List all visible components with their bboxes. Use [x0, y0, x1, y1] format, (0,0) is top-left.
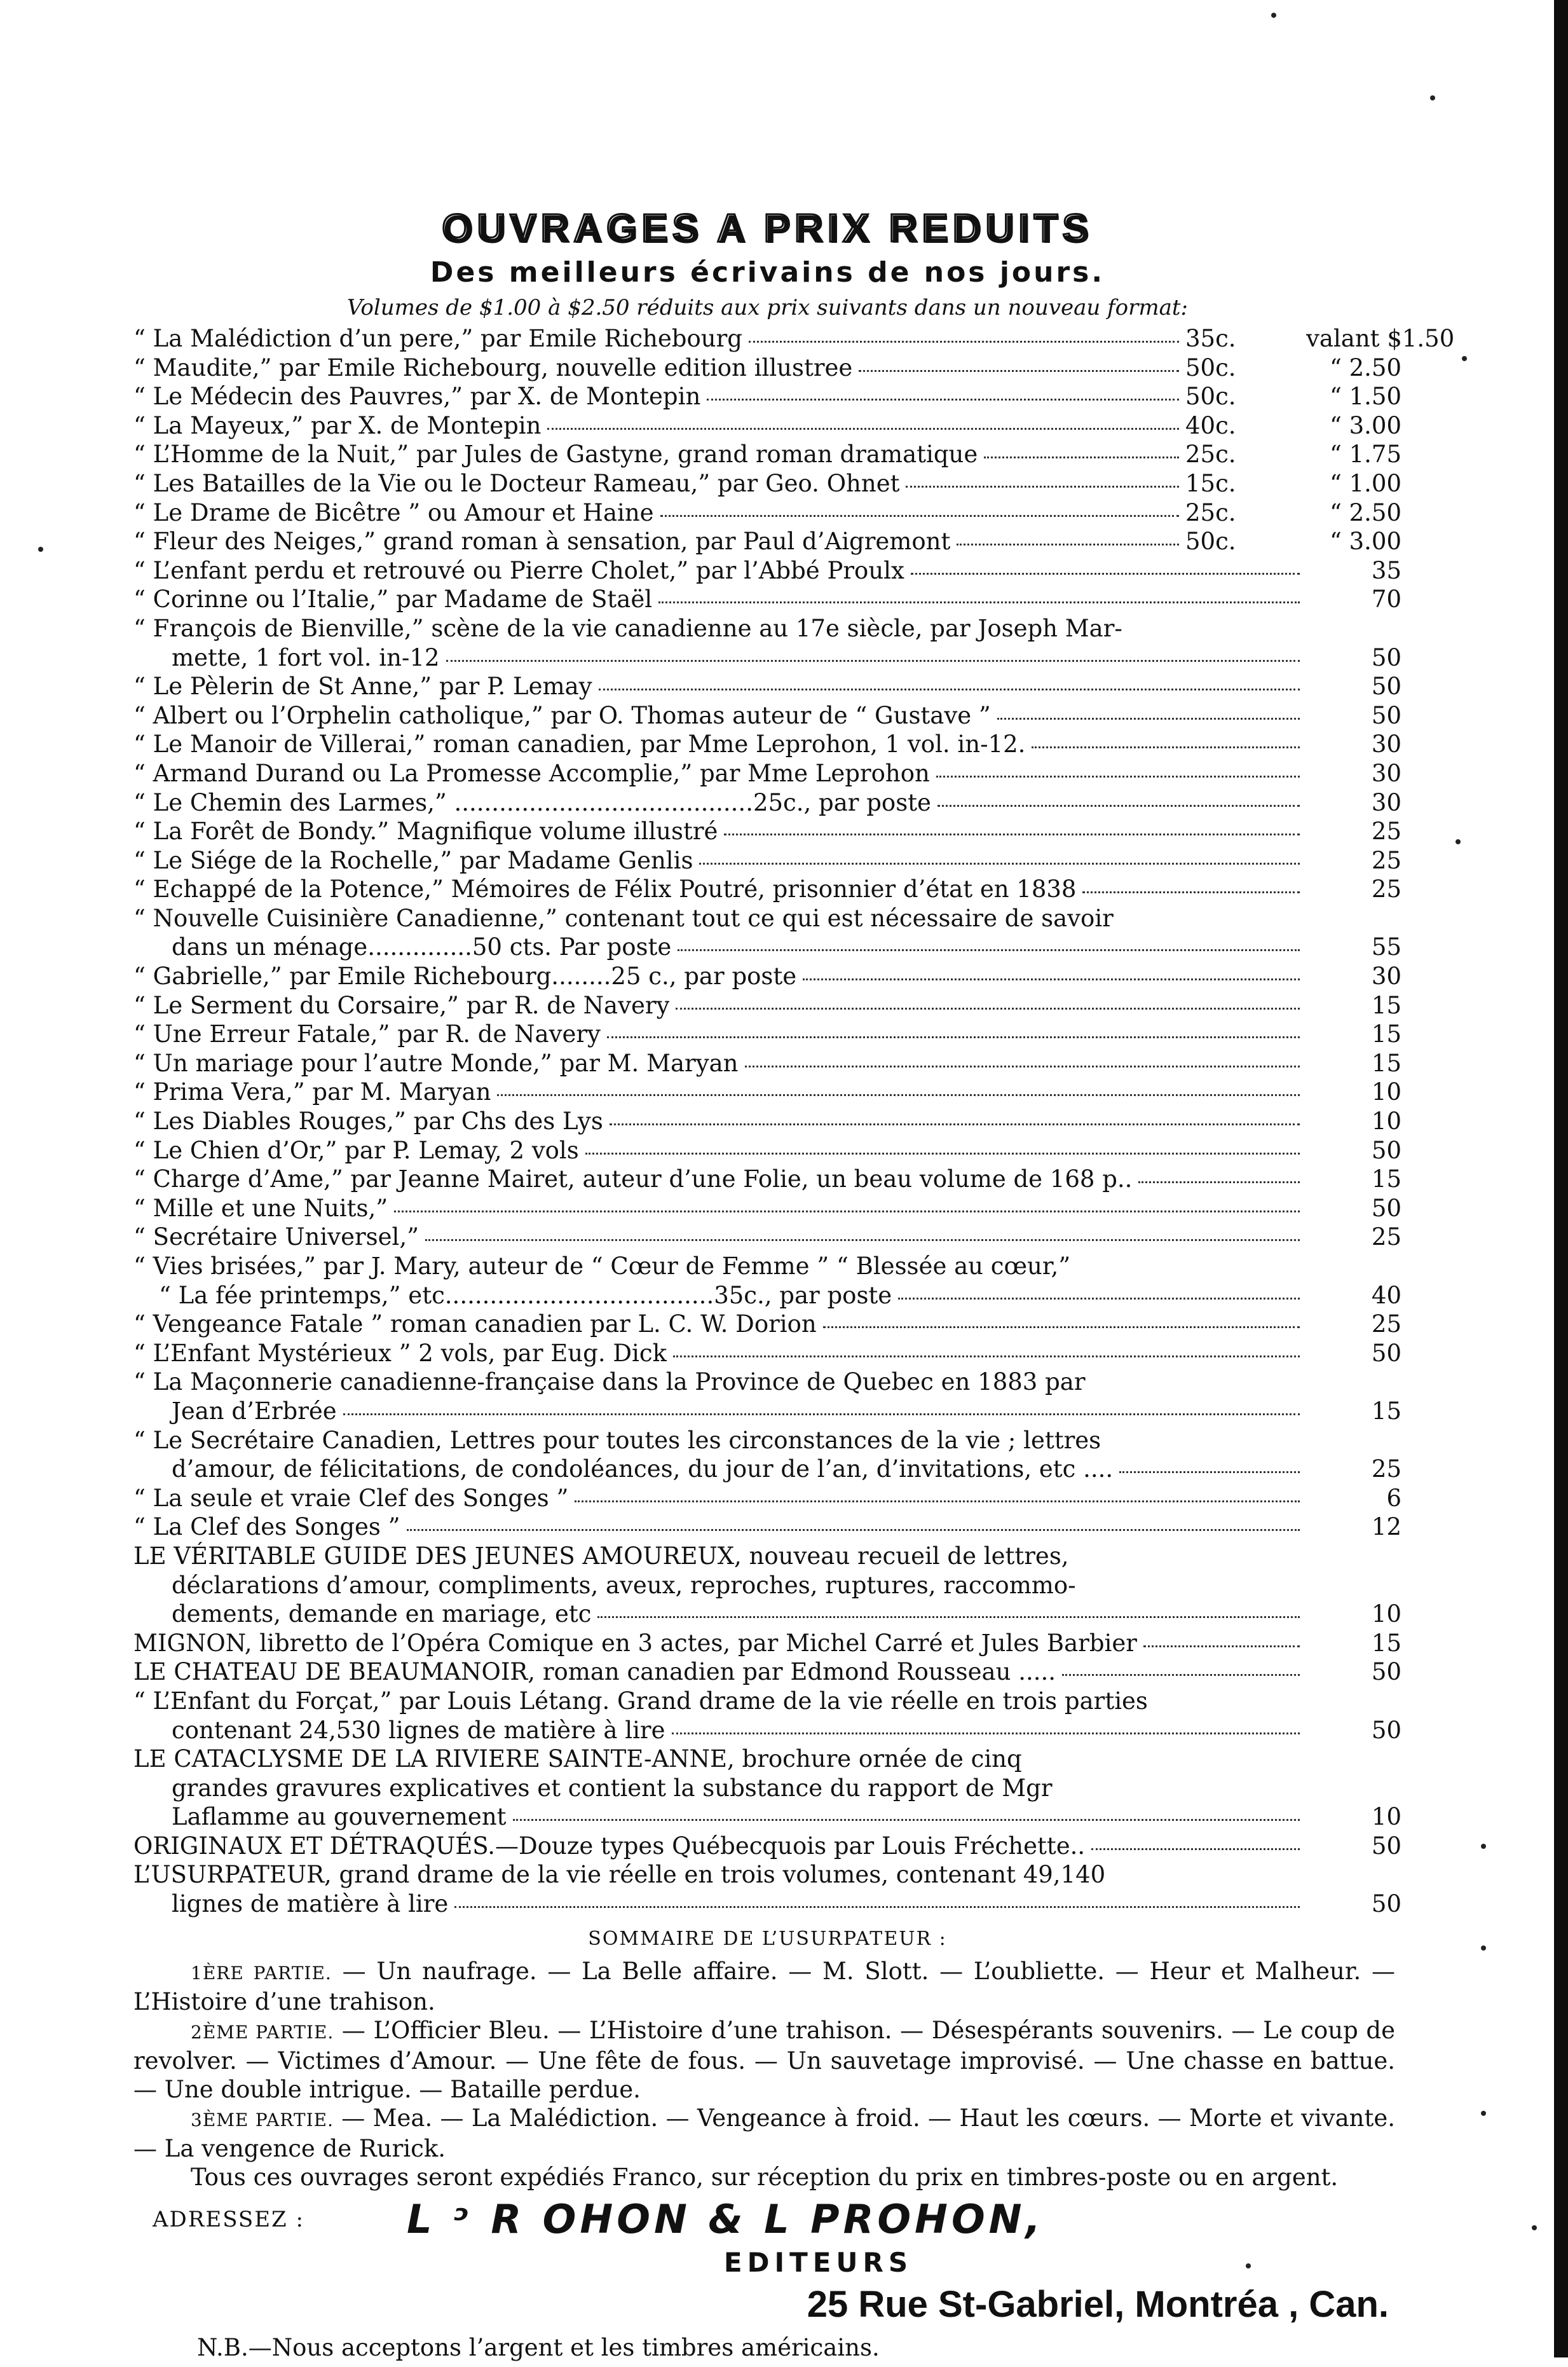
dot-leader — [547, 428, 1179, 430]
entry-title: “ Le Serment du Corsaire,” par R. de Navery — [133, 991, 670, 1019]
entry-price: 50 — [1371, 1716, 1401, 1744]
sommaire-title: SOMMAIRE DE L’USURPATEUR : — [588, 1927, 947, 1950]
nota-bene: N.B.—Nous acceptons l’argent et les timbres américains. — [197, 2333, 880, 2361]
entry-price: 50 — [1371, 643, 1401, 671]
entry-title: “ Corinne ou l’Italie,” par Madame de Staël — [133, 586, 653, 614]
catalogue-entry — [133, 1165, 1401, 1194]
entry-title: “ Un mariage pour l’autre Monde,” par M. Maryan — [133, 1049, 739, 1077]
publisher-address: 25 Rue St-Gabriel, Montréa , Can. — [807, 2283, 1389, 2325]
catalogue-entry — [133, 1049, 1401, 1078]
entry-price: 15 — [1371, 1020, 1401, 1048]
catalogue-entry — [133, 1339, 1401, 1368]
ink-speck — [38, 547, 43, 552]
entry-price: 50 — [1371, 701, 1401, 729]
catalogue-entry — [133, 1397, 1401, 1426]
entry-title: “ Le Chemin des Larmes,” ........................................25c., par poste — [133, 788, 931, 816]
address-label: ADRESSEZ : — [153, 2206, 304, 2232]
catalogue-entry-line — [133, 1252, 1401, 1281]
ink-speck — [1271, 13, 1276, 18]
entry-price: 50 — [1371, 1136, 1401, 1164]
dot-leader — [803, 978, 1300, 980]
publisher-name: L ᵓ R OHON & L PROHON, — [407, 2196, 1045, 2243]
entry-title: “ Le Secrétaire Canadien, Lettres pour toutes les circonstances de la vie ; lettres — [133, 1426, 1101, 1454]
dot-leader — [1062, 1674, 1300, 1676]
dot-leader — [749, 341, 1179, 343]
dot-leader — [676, 1008, 1300, 1010]
entry-price: 15 — [1371, 1397, 1401, 1425]
page-edge-border — [1554, 0, 1568, 2357]
entry-title: LE CATACLYSME DE LA RIVIERE SAINTE-ANNE, brochure ornée de cinq — [133, 1745, 1022, 1773]
entry-title: “ Les Diables Rouges,” par Chs des Lys — [133, 1108, 603, 1135]
entry-title: “ Armand Durand ou La Promesse Accomplie,” par Mme Leprohon — [133, 759, 930, 787]
dot-leader — [597, 1616, 1300, 1618]
price-entry — [133, 411, 1401, 441]
entry-price: 25 — [1371, 1310, 1401, 1338]
entry-title: “ Charge d’Ame,” par Jeanne Mairet, auteur d’une Folie, un beau volume de 168 p.. — [133, 1165, 1133, 1193]
entry-title: “ Maudite,” par Emile Richebourg, nouvelle edition illustree — [133, 353, 853, 381]
entry-title: “ La Maçonnerie canadienne-française dans la Province de Quebec en 1883 par — [133, 1368, 1086, 1396]
dot-leader — [898, 1298, 1300, 1300]
entry-price: 25 — [1371, 1455, 1401, 1483]
entry-price: 10 — [1371, 1803, 1401, 1831]
catalogue-entry-line — [133, 1774, 1401, 1803]
catalogue-list — [133, 556, 1401, 1919]
catalogue-entry — [133, 1078, 1401, 1107]
catalogue-entry — [133, 1310, 1401, 1339]
entry-title: “ Albert ou l’Orphelin catholique,” par O. Thomas auteur de “ Gustave ” — [133, 701, 991, 729]
dot-leader — [911, 573, 1300, 575]
catalogue-entry-line — [133, 614, 1401, 643]
entry-title: “ L’Enfant du Forçat,” par Louis Létang. Grand drame de la vie réelle en trois parties — [133, 1687, 1148, 1715]
dot-leader — [1091, 1848, 1300, 1850]
entry-price: 30 — [1371, 963, 1401, 991]
part-label: 1ÈRE PARTIE. — [191, 1962, 332, 1984]
entry-price: 15 — [1371, 1629, 1401, 1657]
entry-title: “ Vies brisées,” par J. Mary, auteur de “ Cœur de Femme ” “ Blessée au cœur,” — [133, 1252, 1071, 1280]
part-text: — Mea. — La Malédiction. — Vengeance à froid. — Haut les cœurs. — Morte et vivante. — La vengence de Rurick. — [133, 2104, 1395, 2162]
catalogue-entry — [133, 1629, 1401, 1658]
entry-original-price: “ 1.50 — [1329, 383, 1401, 411]
catalogue-entry — [133, 817, 1401, 846]
catalogue-entry — [133, 1890, 1401, 1919]
dot-leader — [1138, 1181, 1300, 1183]
entry-price: 12 — [1371, 1513, 1401, 1541]
catalogue-entry — [133, 788, 1401, 818]
dot-leader — [997, 718, 1300, 720]
entry-title: LE CHATEAU DE BEAUMANOIR, roman canadien par Edmond Rousseau ..... — [133, 1658, 1056, 1686]
catalogue-entry-line — [133, 1571, 1401, 1600]
catalogue-entry — [133, 1513, 1401, 1542]
entry-title: “ L’Enfant Mystérieux ” 2 vols, par Eug. Dick — [133, 1339, 667, 1367]
entry-title: “ Secrétaire Universel,” — [133, 1223, 419, 1251]
dot-leader — [1119, 1471, 1300, 1473]
entry-title: grandes gravures explicatives et contient la substance du rapport de Mgr — [172, 1774, 1053, 1802]
entry-price: 50c. — [1185, 528, 1236, 556]
address-row — [133, 2194, 1401, 2245]
entry-price: 25 — [1371, 1223, 1401, 1251]
catalogue-entry-line — [133, 1542, 1401, 1571]
ink-speck — [1532, 2225, 1537, 2230]
catalogue-entry — [133, 556, 1401, 586]
entry-title: “ Le Chien d’Or,” par P. Lemay, 2 vols — [133, 1136, 579, 1164]
entry-title: “ Le Manoir de Villerai,” roman canadien, par Mme Leprohon, 1 vol. in-12. — [133, 731, 1026, 758]
dot-leader — [984, 456, 1179, 458]
entry-price: 30 — [1371, 731, 1401, 758]
dot-leader — [610, 1123, 1300, 1125]
entry-price: 25 — [1371, 818, 1401, 846]
entry-title: “ La Mayeux,” par X. de Montepin — [133, 411, 542, 439]
dot-leader — [599, 689, 1300, 690]
entry-title: “ Le Siége de la Rochelle,” par Madame Genlis — [133, 846, 693, 874]
dot-leader — [937, 805, 1300, 807]
dot-leader — [1082, 891, 1300, 893]
entry-title: “ Fleur des Neiges,” grand roman à sensation, par Paul d’Aigremont — [133, 528, 951, 556]
entry-title: “ Gabrielle,” par Emile Richebourg........25 c., par poste — [133, 963, 797, 991]
entry-price: 50 — [1371, 1832, 1401, 1860]
intro-line: Volumes de $1.00 à $2.50 réduits aux prix suivants dans un nouveau format: — [346, 295, 1188, 320]
price-entry — [133, 440, 1401, 469]
ink-speck — [1456, 839, 1461, 844]
entry-title: dans un ménage..............50 cts. Par poste — [172, 933, 672, 961]
entry-price: 30 — [1371, 759, 1401, 787]
entry-title: “ La Malédiction d’un pere,” par Emile Richebourg — [133, 325, 742, 352]
dot-leader — [724, 834, 1300, 835]
price-entry — [133, 382, 1401, 411]
entry-title: “ La Clef des Songes ” — [133, 1513, 400, 1541]
entry-title: LE VÉRITABLE GUIDE DES JEUNES AMOUREUX, nouveau recueil de lettres, — [133, 1542, 1069, 1570]
entry-title: “ La Forêt de Bondy.” Magnifique volume illustré — [133, 818, 718, 846]
dot-leader — [607, 1036, 1300, 1038]
entry-price: 15 — [1371, 991, 1401, 1019]
catalogue-entry-line — [133, 1426, 1401, 1455]
dot-leader — [446, 660, 1300, 662]
entry-title: “ Mille et une Nuits,” — [133, 1194, 388, 1222]
catalogue-entry — [133, 875, 1401, 904]
publisher-role: EDITEURS — [723, 2246, 913, 2278]
entry-title: “ Vengeance Fatale ” roman canadien par L. C. W. Dorion — [133, 1310, 817, 1338]
entry-title: “ Nouvelle Cuisinière Canadienne,” contenant tout ce qui est nécessaire de savoir — [133, 904, 1114, 932]
price-entry — [133, 324, 1455, 353]
entry-title: L’USURPATEUR, grand drame de la vie réelle en trois volumes, contenant 49,140 — [133, 1861, 1106, 1889]
catalogue-entry — [133, 962, 1401, 991]
dot-leader — [658, 601, 1300, 603]
entry-price: 6 — [1386, 1484, 1401, 1512]
dot-leader — [1143, 1645, 1300, 1647]
entry-price: 50 — [1371, 1194, 1401, 1222]
dot-leader — [678, 949, 1300, 951]
dot-leader — [823, 1326, 1300, 1328]
catalogue-entry — [133, 1802, 1401, 1832]
dot-leader — [859, 370, 1179, 372]
dot-leader — [407, 1529, 1300, 1531]
document-page — [133, 191, 1455, 2367]
sommaire-part — [133, 1957, 1401, 2016]
catalogue-entry-line — [133, 1687, 1401, 1716]
catalogue-entry — [133, 1600, 1401, 1629]
entry-price: 10 — [1371, 1108, 1401, 1135]
entry-price: 40c. — [1185, 411, 1236, 439]
entry-title: “ Le Médecin des Pauvres,” par X. de Montepin — [133, 383, 701, 411]
reduced-price-list — [133, 324, 1455, 556]
entry-title: dements, demande en mariage, etc — [172, 1600, 592, 1628]
entry-title: “ Echappé de la Potence,” Mémoires de Félix Poutré, prisonnier d’état en 1838 — [133, 875, 1077, 903]
entry-price: 25 — [1371, 846, 1401, 874]
catalogue-entry — [133, 1832, 1401, 1861]
entry-title: d’amour, de félicitations, de condoléances, du jour de l’an, d’invitations, etc .... — [172, 1455, 1114, 1483]
ink-speck — [1481, 2111, 1486, 2116]
entry-title: “ Prima Vera,” par M. Maryan — [133, 1078, 491, 1106]
catalogue-entry — [133, 701, 1401, 731]
entry-title: “ La seule et vraie Clef des Songes ” — [133, 1484, 569, 1512]
dot-leader — [672, 1732, 1300, 1734]
entry-price: 70 — [1371, 586, 1401, 614]
dot-leader — [936, 776, 1300, 778]
entry-price: 50 — [1371, 1890, 1401, 1918]
catalogue-entry — [133, 730, 1401, 759]
entry-title: Laflamme au gouvernement — [172, 1803, 507, 1831]
entry-title: “ L’Homme de la Nuit,” par Jules de Gastyne, grand roman dramatique — [133, 441, 978, 469]
dot-leader — [745, 1066, 1300, 1067]
entry-price: 30 — [1371, 788, 1401, 816]
entry-price: 15 — [1371, 1165, 1401, 1193]
entry-original-price: “ 2.50 — [1329, 353, 1401, 381]
dot-leader — [513, 1819, 1300, 1821]
ink-speck — [1462, 356, 1467, 361]
dot-leader — [699, 863, 1300, 865]
catalogue-entry — [133, 585, 1401, 614]
catalogue-entry — [133, 1107, 1401, 1136]
part-text: — L’Officier Bleu. — L’Histoire d’une trahison. — Désespérants souvenirs. — Le coup de revolver. — Victimes d’Amour. — Une fête de fous. — Un sauvetage improvisé. — Une chasse en battue. — Une double intrigue. — Bataille perdue. — [133, 2016, 1395, 2103]
entry-price: 50c. — [1185, 353, 1236, 381]
part-label: 3ÈME PARTIE. — [191, 2109, 334, 2130]
entry-price: 15 — [1371, 1049, 1401, 1077]
entry-original-price: valant $1.50 — [1306, 325, 1455, 352]
entry-title: “ Une Erreur Fatale,” par R. de Navery — [133, 1020, 601, 1048]
ink-speck — [1481, 1844, 1486, 1849]
dot-leader — [394, 1211, 1300, 1212]
entry-title: “ Le Drame de Bicêtre ” ou Amour et Haine — [133, 498, 654, 526]
dot-leader — [673, 1355, 1300, 1357]
catalogue-entry-line — [133, 1745, 1401, 1774]
entry-title: déclarations d’amour, compliments, aveux, reproches, ruptures, raccommo- — [172, 1571, 1076, 1599]
catalogue-entry — [133, 1455, 1401, 1484]
entry-title: “ Le Pèlerin de St Anne,” par P. Lemay — [133, 673, 592, 701]
entry-original-price: “ 3.00 — [1329, 411, 1401, 439]
entry-price: 35c. — [1185, 325, 1236, 352]
entry-title: “ L’enfant perdu et retrouvé ou Pierre Cholet,” par l’Abbé Proulx — [133, 556, 904, 584]
dot-leader — [343, 1413, 1300, 1415]
catalogue-entry — [133, 933, 1401, 962]
dot-leader — [707, 399, 1179, 401]
dot-leader — [454, 1906, 1300, 1908]
entry-original-price: “ 3.00 — [1329, 528, 1401, 556]
sommaire-parts — [133, 1957, 1401, 2163]
entry-price: 50c. — [1185, 383, 1236, 411]
dot-leader — [425, 1239, 1300, 1241]
entry-price: 50 — [1371, 1339, 1401, 1367]
entry-original-price: “ 2.50 — [1329, 498, 1401, 526]
sommaire-part — [133, 2104, 1401, 2163]
dot-leader — [957, 544, 1179, 545]
price-entry — [133, 469, 1401, 498]
catalogue-entry — [133, 1194, 1401, 1223]
catalogue-entry — [133, 1281, 1401, 1310]
sommaire-part — [133, 2016, 1401, 2104]
catalogue-entry — [133, 846, 1401, 875]
entry-price: 10 — [1371, 1600, 1401, 1628]
catalogue-entry — [133, 991, 1401, 1020]
entry-price: 15c. — [1185, 469, 1236, 497]
dot-leader — [660, 515, 1179, 517]
catalogue-entry — [133, 1716, 1401, 1745]
entry-price: 25c. — [1185, 498, 1236, 526]
dot-leader — [575, 1500, 1300, 1502]
entry-price: 50 — [1371, 1658, 1401, 1686]
part-text: — Un naufrage. — La Belle affaire. — M. Slott. — L’oubliette. — Heur et Malheur. — L’Histoire d’une trahison. — [133, 1957, 1395, 2015]
entry-price: 25 — [1371, 875, 1401, 903]
ink-speck — [1430, 95, 1435, 100]
page-title: OUVRAGES A PRIX REDUITS — [442, 207, 1093, 250]
catalogue-entry-line — [133, 1860, 1401, 1890]
entry-original-price: “ 1.00 — [1329, 469, 1401, 497]
entry-title: “ Les Batailles de la Vie ou le Docteur Rameau,” par Geo. Ohnet — [133, 469, 900, 497]
ink-speck — [1246, 2263, 1251, 2268]
entry-price: 25c. — [1185, 441, 1236, 469]
entry-price: 55 — [1371, 933, 1401, 961]
shipping-note: Tous ces ouvrages seront expédiés Franco, sur réception du prix en timbres-poste ou en argent. — [191, 2163, 1339, 2191]
catalogue-entry — [133, 1223, 1401, 1252]
entry-price: 40 — [1371, 1281, 1401, 1309]
entry-title: contenant 24,530 lignes de matière à lire — [172, 1716, 665, 1744]
catalogue-entry-line — [133, 904, 1401, 933]
dot-leader — [1032, 746, 1300, 748]
entry-title: Jean d’Erbrée — [172, 1397, 337, 1425]
dot-leader — [585, 1153, 1300, 1155]
page-subtitle: Des meilleurs écrivains de nos jours. — [430, 256, 1105, 289]
entry-price: 10 — [1371, 1078, 1401, 1106]
entry-title: mette, 1 fort vol. in-12 — [172, 643, 440, 671]
catalogue-entry — [133, 1657, 1401, 1687]
part-label: 2ÈME PARTIE. — [191, 2021, 334, 2043]
entry-title: MIGNON, libretto de l’Opéra Comique en 3 actes, par Michel Carré et Jules Barbier — [133, 1629, 1137, 1657]
entry-price: 50 — [1371, 673, 1401, 701]
catalogue-entry-line — [133, 1368, 1401, 1397]
catalogue-entry — [133, 759, 1401, 788]
price-entry — [133, 353, 1401, 383]
dot-leader — [497, 1094, 1300, 1096]
entry-title: lignes de matière à lire — [172, 1890, 449, 1918]
price-entry — [133, 498, 1401, 528]
entry-original-price: “ 1.75 — [1329, 441, 1401, 469]
price-entry — [133, 527, 1401, 556]
catalogue-entry — [133, 1484, 1401, 1513]
catalogue-entry — [133, 672, 1401, 701]
ink-speck — [1481, 1945, 1486, 1951]
entry-title: “ La fée printemps,” etc....................................35c., par poste — [159, 1281, 892, 1309]
catalogue-entry — [133, 643, 1401, 673]
entry-title: “ François de Bienville,” scène de la vie canadienne au 17e siècle, par Joseph Mar- — [133, 614, 1122, 642]
catalogue-entry — [133, 1136, 1401, 1165]
catalogue-entry — [133, 1020, 1401, 1049]
dot-leader — [906, 486, 1179, 488]
entry-title: ORIGINAUX ET DÉTRAQUÉS.—Douze types Québecquois par Louis Fréchette.. — [133, 1832, 1086, 1860]
entry-price: 35 — [1371, 556, 1401, 584]
